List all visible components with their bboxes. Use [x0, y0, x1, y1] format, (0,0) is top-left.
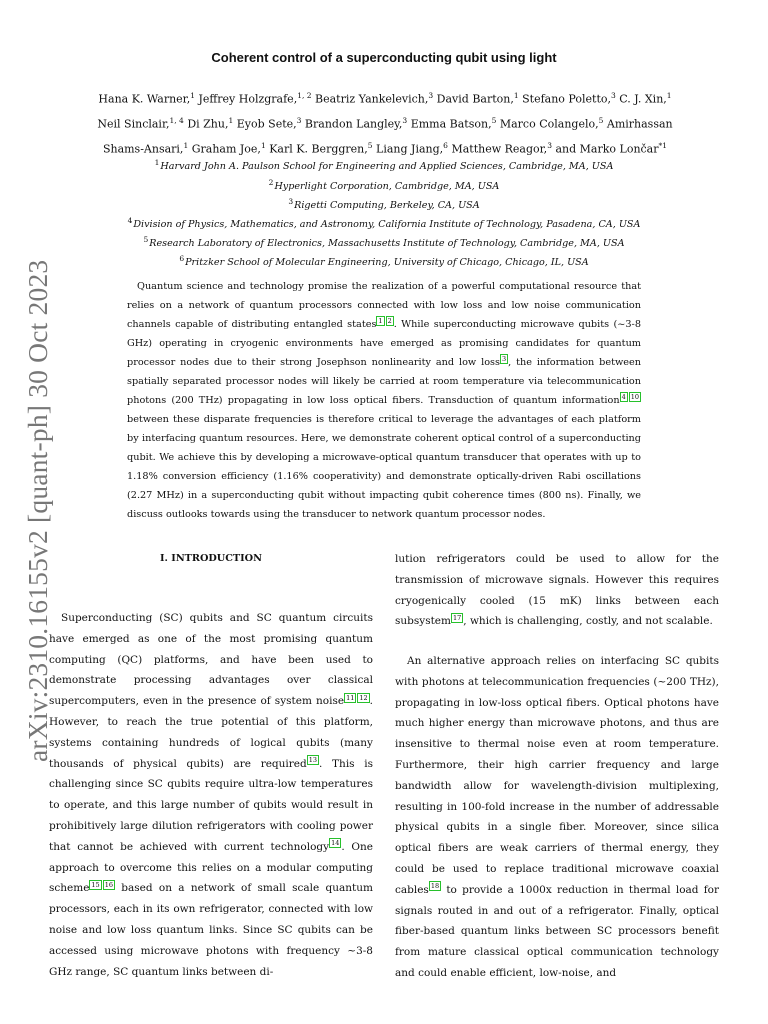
right-column-continuation	[395, 549, 719, 632]
affiliation-text: Division of Physics, Mathematics, and Astronomy, California Institute of Technology, Pasadena, CA, USA	[133, 219, 641, 231]
author-affiliation-marker: 3	[296, 116, 302, 126]
affiliation-number: 6	[179, 254, 185, 263]
citation-link[interactable]: 18	[430, 882, 440, 891]
author-affiliation-marker: 1	[666, 91, 672, 100]
author-name: Karl K. Berggren,	[269, 142, 368, 156]
affiliation-number: 1	[154, 158, 160, 167]
author-affiliation-marker: 1	[228, 116, 234, 126]
author-name: Eyob Sete,	[236, 117, 297, 131]
abstract-text: between these disparate frequencies is therefore critical to leverage the advantages of each platform by interfacing quantum resources. Here, we demonstrate coherent optical control of a superconducting qubit. We achieve this by developing a microwave-optical quantum transducer that operates with up to 1.18% conversion efficiency (1.16% cooperativity) and demonstrate optically-driven Rabi oscillations (2.27 MHz) in a superconducting qubit without impacting qubit coherence times (800 ns). Finally, we discuss outlooks towards using the transducer to network quantum processor nodes.	[127, 414, 641, 520]
affiliation	[0, 156, 768, 173]
author-affiliation-marker: 1, 4	[169, 116, 184, 126]
citation-link[interactable]: 2	[387, 316, 392, 325]
affiliation	[0, 252, 768, 269]
author-name: Hana K. Warner,	[98, 92, 191, 106]
author-name: Matthew Reagor,	[451, 142, 548, 156]
abstract-text: . While superconducting microwave qubits (~3-8 GHz) operating in cryogenic environments have emerged as promising candidates for quantum processor nodes due to their strong Josephson nonlinearity and low loss	[127, 319, 641, 368]
author-name: David Barton,	[436, 92, 514, 106]
abstract-text: Quantum science and technology promise the realization of a powerful computational resource that relies on a network of quantum processors connected with low loss and low noise communication channels capable of distributing entangled states	[127, 281, 641, 330]
author-name: Amirhassan Shams-Ansari,	[102, 117, 673, 156]
author-name: Beatriz Yankelevich,	[315, 92, 429, 106]
citation-link[interactable]: 4	[621, 392, 626, 401]
author-affiliation-marker: 6	[443, 141, 448, 151]
abstract-text: , the information between spatially separated processor nodes will likely be carried at room temperature via telecommunication photons (200 THz) propagating in low loss optical fibers. Transduction of quantum information	[127, 357, 641, 406]
affiliation	[0, 176, 768, 193]
author-name: Neil Sinclair,	[97, 117, 170, 131]
body-text: , which is challenging, costly, and not scalable.	[463, 615, 713, 628]
affiliation	[0, 195, 768, 212]
abstract	[127, 277, 641, 524]
affiliation-number: 2	[268, 178, 274, 187]
author-name: Emma Batson,	[410, 117, 492, 131]
author-affiliation-marker: 1	[260, 141, 266, 151]
author-affiliation-marker: 1	[513, 91, 519, 100]
affiliation-number: 3	[288, 197, 294, 206]
author-name: Brandon Langley,	[304, 117, 403, 131]
affiliation	[0, 233, 768, 250]
author-affiliation-marker: 1, 2	[297, 91, 312, 100]
body-text: . However, to reach the true potential of this platform, systems containing hundreds of logical qubits (many thousands of physical qubits) are required	[49, 695, 373, 770]
affiliation-text: Hyperlight Corporation, Cambridge, MA, USA	[274, 181, 500, 193]
body-text: lution refrigerators could be used to allow for the transmission of microwave signals. However this requires cryogenically cooled (15 mK) links between each subsystem	[395, 553, 719, 628]
author-name: Jeffrey Holzgrafe,	[198, 92, 298, 106]
author-list	[90, 85, 680, 160]
author-affiliation-marker: 3	[547, 141, 552, 151]
author-name: Stefano Poletto,	[522, 92, 611, 106]
citation-link[interactable]: 11	[346, 693, 355, 702]
author-affiliation-marker: 1	[183, 141, 189, 151]
body-text: . This is challenging since SC qubits require ultra-low temperatures to operate, and this large number of qubits would result in prohibitively large dilution refrigerators with cooling power that cannot be achieved with current technology	[49, 757, 374, 853]
author-affiliation-marker: 5	[598, 116, 604, 126]
body-text: to provide a 1000x reduction in thermal load for signals routed in and out of a refrigerator. Finally, optical fiber-based quantum links between SC processors benefit from mature classical optical communication technology and could enable efficient, low-noise, and	[395, 883, 719, 979]
author-affiliation-marker: *1	[658, 141, 668, 151]
affiliation-number: 5	[143, 235, 149, 244]
author-affiliation-marker: 3	[611, 91, 616, 100]
citation-link[interactable]: 10	[630, 392, 639, 401]
left-column-body	[49, 608, 373, 982]
citation-link[interactable]: 13	[308, 756, 318, 765]
affiliation	[0, 214, 768, 231]
paper-title: Coherent control of a superconducting qubit using light	[211, 50, 557, 65]
citation-link[interactable]: 16	[104, 880, 113, 889]
author-affiliation-marker: 5	[367, 141, 373, 151]
affiliation-number: 4	[127, 216, 133, 225]
citation-link[interactable]: 12	[359, 693, 368, 702]
body-text: based on a network of small scale quantum processors, each in its own refrigerator, connected with low noise and low loss quantum links. Since SC qubits can be accessed using microwave photons with frequency ~3-8 GHz range, SC quantum links between di-	[49, 882, 373, 978]
affiliation-text: Research Laboratory of Electronics, Massachusetts Institute of Technology, Cambridge, MA, USA	[149, 238, 625, 250]
right-column-body	[395, 651, 719, 984]
author-affiliation-marker: 1	[190, 91, 196, 100]
section-heading: I. INTRODUCTION	[160, 553, 262, 564]
author-affiliation-marker: 5	[491, 116, 497, 126]
citation-link[interactable]: 3	[501, 354, 507, 363]
arxiv-sidebar-stamp: arXiv:2310.16155v2 [quant-ph] 30 Oct 2023	[22, 259, 53, 762]
paragraph	[395, 651, 719, 984]
paragraph	[49, 608, 373, 982]
paragraph	[395, 549, 719, 632]
author-name: and Marko Lončar	[555, 142, 659, 156]
body-text: Superconducting (SC) qubits and SC quantum circuits have emerged as one of the most promising quantum computing (QC) platforms, and have been used to demonstrate processing advantages over classical supercomputers, even in the presence of system noise	[49, 612, 373, 708]
citation-link[interactable]: 17	[452, 613, 462, 622]
affiliation-text: Rigetti Computing, Berkeley, CA, USA	[294, 200, 480, 212]
author-affiliation-marker: 3	[428, 91, 434, 100]
affiliation-text: Harvard John A. Paulson School for Engineering and Applied Sciences, Cambridge, MA, USA	[160, 161, 614, 173]
body-text: An alternative approach relies on interfacing SC qubits with photons at telecommunication frequencies (~200 THz), propagating in low-loss optical fibers. Optical photons have much higher energy than microwave photons, and thus are insensitive to thermal noise even at room temperature. Furthermore, their high carrier frequency and large bandwidth allow for wavelength-division multiplexing, resulting in 100-fold increase in the number of addressable physical qubits in a single fiber. Moreover, since silica optical fibers are weak carriers of thermal energy, they could be used to replace traditional microwave coaxial cables	[395, 655, 719, 896]
affiliation-text: Pritzker School of Molecular Engineering, University of Chicago, Chicago, IL, USA	[185, 257, 589, 269]
author-name: Marco Colangelo,	[499, 117, 599, 131]
author-name: Di Zhu,	[187, 117, 229, 131]
author-affiliation-marker: 3	[402, 116, 408, 126]
citation-link[interactable]: 14	[331, 839, 340, 848]
body-text: . One approach to overcome this relies on a modular computing scheme	[49, 840, 374, 895]
author-name: Liang Jiang,	[376, 142, 444, 156]
author-name: Graham Joe,	[191, 142, 261, 156]
author-name: C. J. Xin,	[619, 92, 667, 106]
citation-link[interactable]: 15	[91, 880, 100, 889]
citation-link[interactable]: 1	[378, 316, 383, 325]
